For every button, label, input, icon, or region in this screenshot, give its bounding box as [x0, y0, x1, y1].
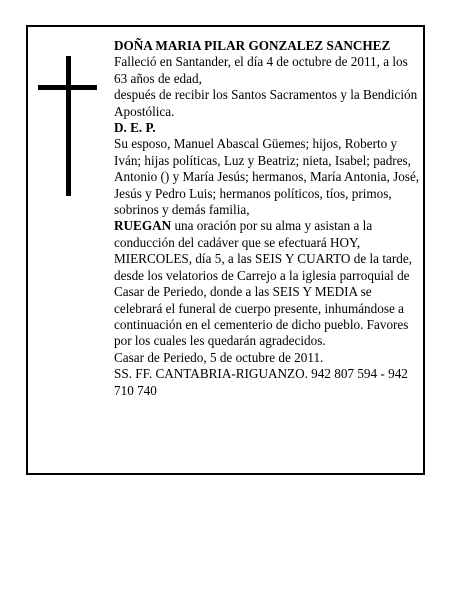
death-statement: Falleció en Santander, el día 4 de octubre de 2011, a los 63 años de edad,: [114, 54, 408, 86]
funeral-home-contact: SS. FF. CANTABRIA-RIGUANZO. 942 807 594 - 942 710 740: [114, 366, 408, 398]
request-keyword: RUEGAN: [114, 218, 172, 234]
funeral-request: [114, 218, 421, 349]
deceased-name: DOÑA MARIA PILAR GONZALEZ SANCHEZ: [114, 38, 391, 53]
family-list: Su esposo, Manuel Abascal Güemes; hijos, Roberto y Iván; hijas políticas, Luz y Beatriz; nieta, Isabel; padres, Antonio () y María Jesús; hermanos, María Antonia, José, Jesús y Pedro Luis; hermanos políticos, tíos, primos, sobrinos y demás familia,: [114, 136, 420, 218]
sacraments-statement: después de recibir los Santos Sacramentos y la Bendición Apostólica.: [114, 87, 418, 119]
dep-heading: D. E. P.: [114, 120, 156, 136]
cross-icon-crossbar: [38, 85, 97, 90]
cross-icon: [66, 56, 71, 196]
obituary-text: [114, 38, 421, 399]
place-date: Casar de Periedo, 5 de octubre de 2011.: [114, 349, 324, 365]
request-text: una oración por su alma y asistan a la conducción del cadáver que se efectuará HOY, MIERCOLES, día 5, a las SEIS Y CUARTO de la tarde, desde los velatorios de Carrejo a la iglesia parroquial de Casar de Periedo, donde a las SEIS Y MEDIA se celebrará el funeral de cuerpo presente, inhumándose a continuación en el cementerio de dicho pueblo. Favores por los cuales les quedarán agradecidos.: [114, 218, 412, 349]
